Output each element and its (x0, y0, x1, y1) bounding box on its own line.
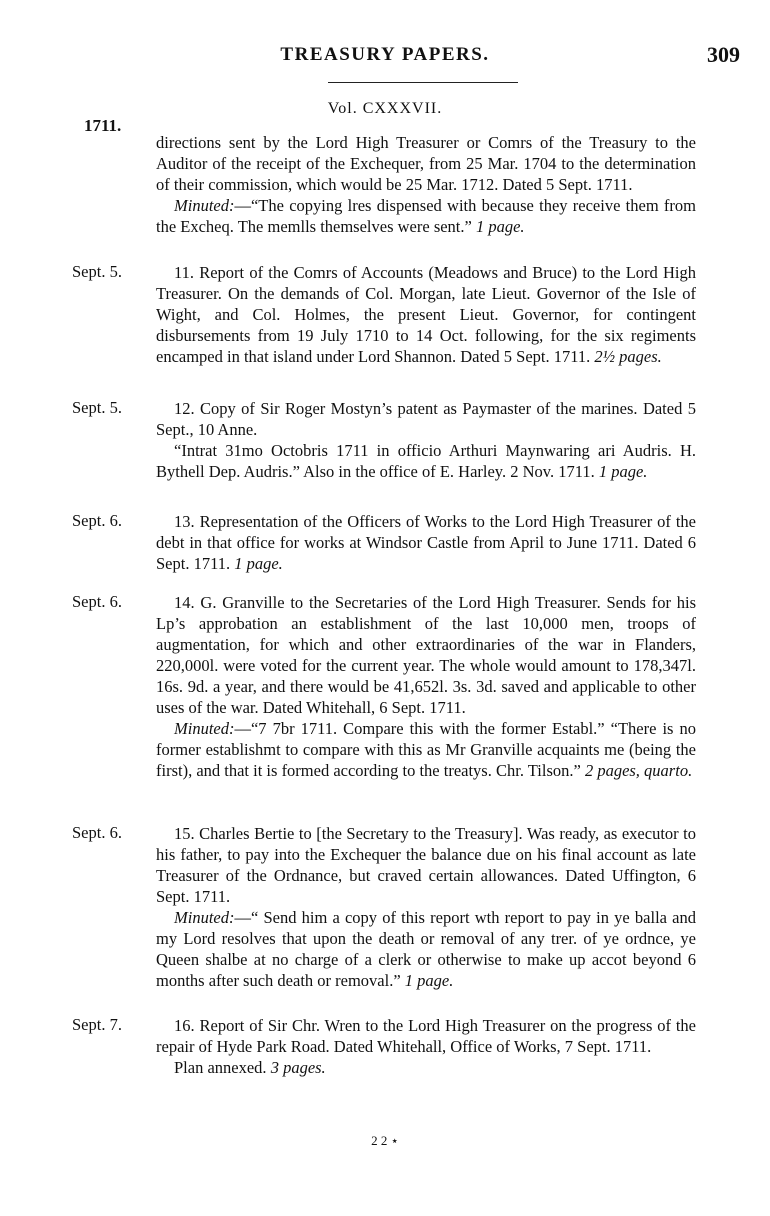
entry-text: 14. G. Granville to the Secretaries of the Lord High Treasurer. Sends for his Lp’s approbation an establishment of the last 10,000 men, troops of augmentation, for which and other extraordinaries of the war in Flanders, 220,000l. were voted for the current year. The whole would amount to 178,347l. 16s. 9d. a year, and there would be 41,652l. 3s. 3d. saved and applicable to other uses of the war. Dated Whitehall, 6 Sept. 1711. (156, 593, 696, 717)
page-count: 2 pages, quarto. (584, 761, 693, 780)
entry-text: directions sent by the Lord High Treasurer or Comrs of the Treasury to the Auditor of the receipt of the Exchequer, from 25 Mar. 1704 to the determination of their commission, which would be 25 Mar. 1712. Dated 5 Sept. 1711. (156, 133, 696, 194)
page-count: 1 page. (475, 217, 525, 236)
continuation-entry (156, 132, 696, 237)
page-count: 1 page. (404, 971, 454, 990)
entry (156, 1015, 696, 1078)
entry (156, 823, 696, 991)
entry-date: Sept. 5. (72, 398, 122, 417)
minute-text: —“ Send him a copy of this report wth report to pay in ye balla and my Lord resolves that upon the death or removal of any trer. of ye ordnce, ye Queen shalbe at no charge of a clerk or otherwise to make up accot beyond 6 months after such death or removal.” (156, 908, 696, 990)
entry-text: 13. Representation of the Officers of Works to the Lord High Treasurer of the debt in that office for works at Windsor Castle from April to June 1711. Dated 6 Sept. 1711. (156, 512, 696, 573)
entry-date: Sept. 6. (72, 511, 122, 530)
entry (156, 262, 696, 367)
entry-text-2: “Intrat 31mo Octobris 1711 in officio Arthuri Maynwaring ari Audris. H. Bythell Dep. Audris.” Also in the office of E. Harley. 2 Nov. 1711. (156, 441, 696, 481)
entry-text: 15. Charles Bertie to [the Secretary to the Treasury]. Was ready, as executor to his father, to pay into the Exchequer the balance due on his final account as late Treasurer of the Ordnance, but craved certain allowances. Dated Uffington, 6 Sept. 1711. (156, 824, 696, 906)
entry (156, 398, 696, 482)
minute-label: Minuted: (174, 196, 235, 215)
entry-date: Sept. 6. (72, 592, 122, 611)
page-count: 1 page. (598, 462, 648, 481)
minute-label: Minuted: (174, 719, 235, 738)
page-number: 309 (707, 42, 740, 67)
entry (156, 511, 696, 574)
minute-note (156, 195, 696, 237)
page-count: 1 page. (234, 554, 283, 573)
minute-note (156, 907, 696, 991)
volume-heading: Vol. CXXXVII. (327, 100, 443, 117)
entry-text: 12. Copy of Sir Roger Mostyn’s patent as Paymaster of the marines. Dated 5 Sept., 10 Anne. (156, 399, 696, 439)
minute-text: —“7 7br 1711. Compare this with the former Establ.” “There is no former establishmt to compare with this as Mr Granville acquaints me (being the first), and that it is formed according to the treatys. Chr. Tilson.” (156, 719, 696, 780)
page-count: 3 pages. (270, 1058, 326, 1077)
entry-date: Sept. 7. (72, 1015, 122, 1034)
entry-text-2: Plan annexed. (174, 1058, 267, 1077)
entry-date: Sept. 6. (72, 823, 122, 842)
entry-date: Sept. 5. (72, 262, 122, 281)
minute-label: Minuted: (174, 908, 235, 927)
header-rule (328, 82, 518, 83)
entry-text: 11. Report of the Comrs of Accounts (Meadows and Bruce) to the Lord High Treasurer. On the demands of Col. Morgan, late Lieut. Governor of the Isle of Wight, and Col. Holmes, the present Lieut. Governor, for contingent disbursements from 19 July 1710 to 14 Oct. following, for the six regiments encamped in that island under Lord Shannon. Dated 5 Sept. 1711. (156, 263, 696, 366)
page-count: 2½ pages. (594, 347, 662, 366)
minute-text: —“The copying lres dispensed with because they receive them from the Excheq. The memlls themselves were sent.” (156, 196, 696, 236)
signature-mark: 2 2 ⋆ (371, 1133, 399, 1148)
minute-note (156, 718, 696, 781)
entry (156, 592, 696, 781)
running-title: TREASURY PAPERS. (280, 44, 490, 65)
year-marker: 1711. (84, 116, 122, 135)
entry-text: 16. Report of Sir Chr. Wren to the Lord High Treasurer on the progress of the repair of Hyde Park Road. Dated Whitehall, Office of Works, 7 Sept. 1711. (156, 1016, 696, 1056)
